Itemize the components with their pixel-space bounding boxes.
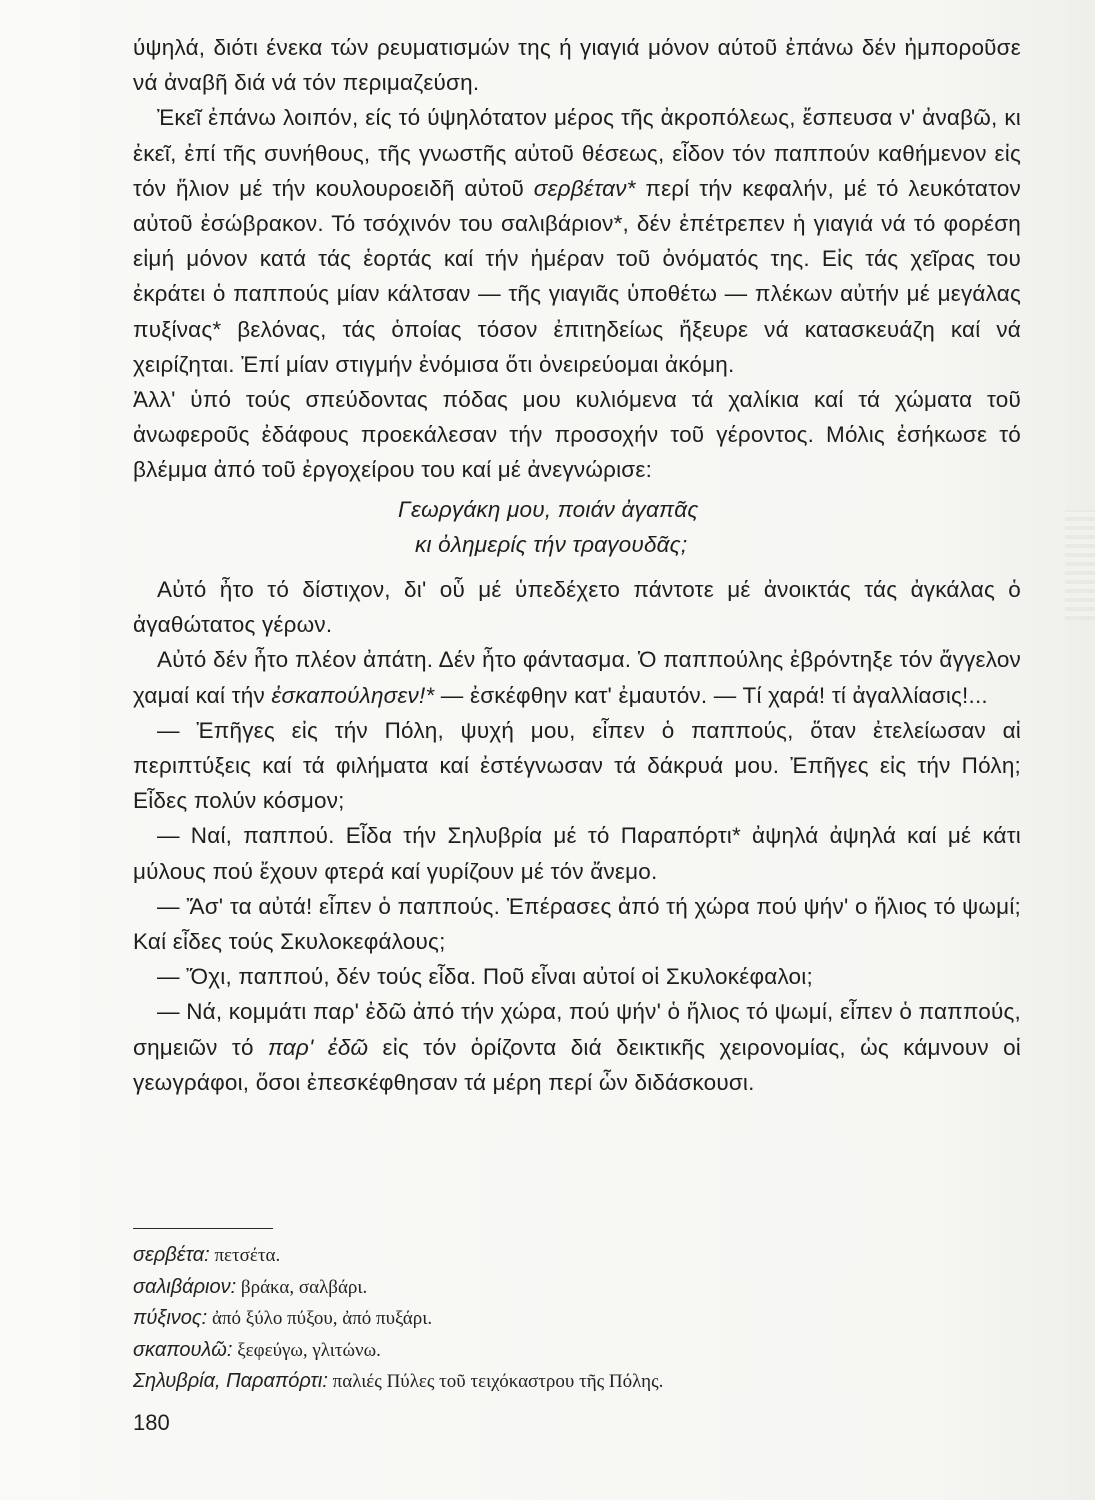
footnote-term: σκαπουλῶ:	[133, 1338, 233, 1361]
footnote-term: σαλιβάριον:	[133, 1275, 237, 1298]
paragraph-9: — Ὄχι, παππού, δέν τούς εἶδα. Ποῦ εἶναι αὐτοί οἱ Σκυλοκέφαλοι;	[157, 964, 813, 990]
bleed-through-artifact	[1065, 510, 1095, 620]
footnotes	[133, 1240, 1033, 1398]
footnote-definition: ξεφεύγω, γλιτώνω.	[237, 1339, 381, 1361]
emphasis-par-edo: παρ' ἐδῶ	[267, 1034, 369, 1060]
paragraph-2-part-b: περί τήν κεφαλήν, μέ τό λευκότατον αὐτοῦ ἐσώβρακον. Τό τσόχινόν του σαλιβάριον*, δέν ἐπέτρεπεν ἡ γιαγιά νά τό φορέση εἰμή μόνον κατά τάς ἑορτάς καί τήν ἡμέραν τοῦ ὀνόματός της. Εἰς τάς χεῖρας του ἐκράτει ὁ παππούς μίαν κάλτσαν — τῆς γιαγιᾶς ὑποθέτω — πλέκων αὐτήν μέ μεγάλας πυξίνας* βελόνας, τάς ὁποίας τόσον ἐπιτηδείως ἤξευρε νά κατασκευάζη καί νά χειρίζηται. Ἐπί μίαν στιγμήν ἐνόμισα ὅτι ὀνειρεύομαι ἀκόμη.	[133, 175, 1021, 377]
paragraph-10-part-b: εἰς τόν ὁρίζοντα διά δεικτικῆς χειρονομίας, ὡς κάμνουν οἱ γεωγράφοι, ὅσοι ἐπεσκέφθησαν τά μέρη περί ὧν διδάσκουσι.	[133, 1034, 1021, 1095]
paragraph-5-part-b: — ἐσκέφθην κατ' ἐμαυτόν. — Τί χαρά! τί ἀγαλλίασις!...	[434, 682, 988, 708]
paragraph-3: Ἀλλ' ὑπό τούς σπεύδοντας πόδας μου κυλιόμενα τά χαλίκια καί τά χώματα τοῦ ἀνωφεροῦς ἐδάφους προεκάλεσαν τήν προσοχήν τοῦ γέροντος. Μόλις ἐσήκωσε τό βλέμμα ἀπό τοῦ ἐργοχείρου του καί μέ ἀνεγνώρισε:	[133, 387, 1021, 483]
paragraph-6: — Ἐπῆγες εἰς τήν Πόλη, ψυχή μου, εἶπεν ὁ παππούς, ὅταν ἐτελείωσαν αἱ περιπτύξεις καί τά φιλήματα καί ἐστέγνωσαν τά δάκρυά μου. Ἐπῆγες εἰς τήν Πόλη; Εἶδες πολύν κόσμον;	[133, 717, 1021, 814]
verse-line-1: Γεωργάκη μου, ποιάν ἀγαπᾶς	[398, 496, 699, 522]
paragraph-1: ύψηλά, διότι ένεκα τών ρευματισμών της ή γιαγιά μόνον αύτοῦ ἐπάνω δέν ἠμποροῦσε νά ἀναβῆ διά νά τόν περιμαζεύση.	[133, 35, 1021, 96]
paragraph-5	[133, 642, 1021, 712]
verse-couplet	[133, 492, 1021, 562]
footnoted-term-serveta: σερβέταν*	[533, 175, 636, 201]
footnote	[133, 1240, 1033, 1272]
main-text	[133, 30, 1021, 1100]
paragraph-10	[133, 994, 1021, 1100]
verse-line-2: κι ὀλημερίς τήν τραγουδᾶς;	[415, 531, 688, 557]
paragraph-4: Αὐτό ἦτο τό δίστιχον, δι' οὗ μέ ὑπεδέχετο πάντοτε μέ ἀνοικτάς τάς ἀγκάλας ὁ ἀγαθώτατος γέρων.	[133, 577, 1021, 638]
paragraph-10-part-a: — Νά, κομμάτι παρ' ἐδῶ ἀπό τήν χώρα, πού ψήν' ὁ ἥλιος τό ψωμί, εἶπεν ὁ παππούς, σημειῶν τό	[133, 999, 1021, 1060]
footnote	[133, 1303, 1033, 1335]
paragraph-5-part-a: Αὐτό δέν ἦτο πλέον ἀπάτη. Δέν ἦτο φάντασμα. Ὁ παππούλης ἐβρόντηξε τόν ἄγγελον χαμαί καί τήν	[133, 647, 1021, 708]
page-number: 180	[133, 1410, 170, 1435]
footnote-definition: ἀπό ξύλο πύξου, ἀπό πυξάρι.	[211, 1308, 433, 1329]
footnoted-term-skapoulo: ἐσκαπούλησεν!*	[271, 682, 435, 708]
paragraph-2-part-a: Ἐκεῖ ἐπάνω λοιπόν, είς τό ύψηλότατον μέρος τῆς ἀκροπόλεως, ἔσπευσα ν' ἀναβῶ, κι ἐκεῖ, ἐπί τῆς συνήθους, τῆς γνωστῆς αὐτοῦ θέσεως, εἶδον τόν παππούν καθήμενον εἰς τόν ἥλιον μέ τήν κουλουροειδῆ αὐτοῦ	[133, 105, 1021, 201]
footnote-term: σερβέτα:	[133, 1244, 210, 1266]
paragraph-8: — Ἄσ' τα αὐτά! εἶπεν ὁ παππούς. Ἐπέρασες ἀπό τή χώρα πού ψήν' ο ἥλιος τό ψωμί; Καί εἶδες τούς Σκυλοκεφάλους;	[133, 893, 1021, 955]
paragraph-7: — Ναί, παππού. Εἶδα τήν Σηλυβρία μέ τό Παραπόρτι* ἀψηλά ἀψηλά καί μέ κάτι μύλους πού ἔχουν φτερά καί γυρίζουν μέ τόν ἄνεμο.	[133, 823, 1021, 884]
footnote-definition: παλιές Πύλες τοῦ τειχόκαστρου τῆς Πόλης.	[332, 1371, 664, 1392]
footnote-term: Σηλυβρία, Παραπόρτι:	[133, 1370, 328, 1392]
footnote-divider	[133, 1228, 273, 1229]
footnote-definition: βράκα, σαλβάρι.	[240, 1276, 368, 1298]
footnote	[133, 1366, 1033, 1398]
paragraph-2	[133, 100, 1021, 382]
footnote	[133, 1272, 1033, 1304]
footnote	[133, 1335, 1033, 1367]
footnote-term: πύξινος:	[133, 1307, 208, 1329]
footnote-definition: πετσέτα.	[214, 1245, 281, 1266]
